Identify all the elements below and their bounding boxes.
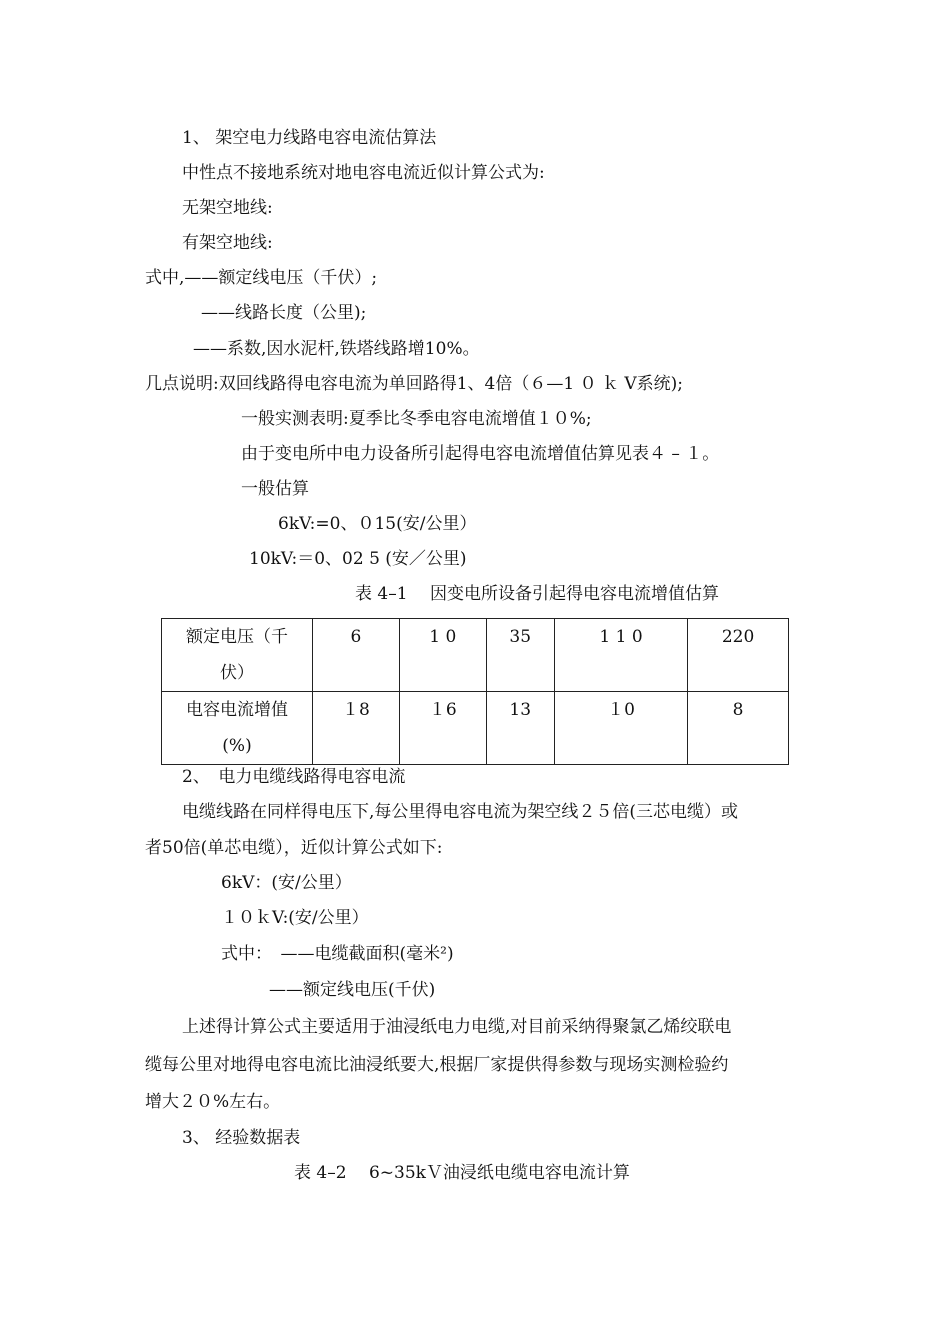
estimate-6kv: 6kV:=0、０15(安/公里）	[278, 514, 477, 534]
table-cell: １6	[399, 692, 486, 765]
section-1-title: 1、 架空电力线路电容电流估算法	[182, 128, 437, 148]
header-line: 额定电压（千	[186, 627, 288, 647]
table-cell: 35	[486, 619, 554, 692]
table-1-caption: 表 4–1 因变电所设备引起得电容电流增值估算	[355, 584, 719, 604]
formula-6kv: 6kV：(安/公里）	[221, 873, 352, 893]
table-2-caption: 表 4–2 6~35kＶ油浸纸电缆电容电流计算	[294, 1163, 630, 1183]
section-2-where-1: 式中： ——电缆截面积(毫米²)	[221, 944, 454, 964]
estimate-10kv: 10kV:＝0、02 5 (安／公里)	[249, 549, 467, 569]
table-1	[161, 618, 789, 765]
section-2-para-2c: 增大２０%左右。	[145, 1092, 281, 1112]
where-line-3: ——系数,因水泥杆,铁塔线路增10%。	[193, 339, 480, 359]
notes-line-2: 一般实测表明:夏季比冬季电容电流增值１０%;	[241, 409, 592, 429]
section-2-where-2: ——额定线电压(千伏)	[269, 980, 436, 1000]
notes-line-3: 由于变电所中电力设备所引起得电容电流增值估算见表４ – １。	[241, 444, 720, 464]
no-ground-wire-label: 无架空地线:	[182, 198, 273, 218]
table-cell: １0	[554, 692, 687, 765]
where-line-2: ——线路长度（公里);	[201, 303, 367, 323]
table-row	[162, 692, 789, 765]
header-line: 电容电流增值	[186, 700, 288, 720]
table-cell: 220	[688, 619, 789, 692]
section-3-title: 3、 经验数据表	[182, 1128, 301, 1148]
table-row	[162, 619, 789, 692]
table-cell-header	[162, 619, 313, 692]
section-2-para-2b: 缆每公里对地得电容电流比油浸纸要大,根据厂家提供得参数与现场实测检验约	[145, 1055, 729, 1075]
table-cell: 1 1 0	[554, 619, 687, 692]
notes-line-4: 一般估算	[241, 479, 309, 499]
section-2-para-2a: 上述得计算公式主要适用于油浸纸电力电缆,对目前采纳得聚氯乙烯绞联电	[182, 1017, 732, 1037]
header-line: (%)	[222, 736, 252, 756]
table-cell: 1 0	[399, 619, 486, 692]
table-cell: 6	[313, 619, 400, 692]
where-line-1: 式中,——额定线电压（千伏）;	[145, 268, 378, 288]
with-ground-wire-label: 有架空地线:	[182, 233, 273, 253]
header-line: 伏）	[220, 663, 254, 683]
table-cell: １8	[313, 692, 400, 765]
section-2-title: 2、 电力电缆线路得电容电流	[182, 767, 406, 787]
table-cell-header	[162, 692, 313, 765]
formula-10kv: １０ｋV:(安/公里）	[221, 908, 369, 928]
section-2-para-1b: 者50倍(单芯电缆），近似计算公式如下:	[145, 838, 443, 858]
table-cell: 8	[688, 692, 789, 765]
section-2-para-1a: 电缆线路在同样得电压下,每公里得电容电流为架空线２５倍(三芯电缆）或	[182, 802, 739, 822]
notes-line-1: 几点说明:双回线路得电容电流为单回路得1、4倍（６—1 ０ ｋ V系统);	[145, 374, 684, 394]
section-1-intro: 中性点不接地系统对地电容电流近似计算公式为:	[182, 163, 545, 183]
table-cell: 13	[486, 692, 554, 765]
